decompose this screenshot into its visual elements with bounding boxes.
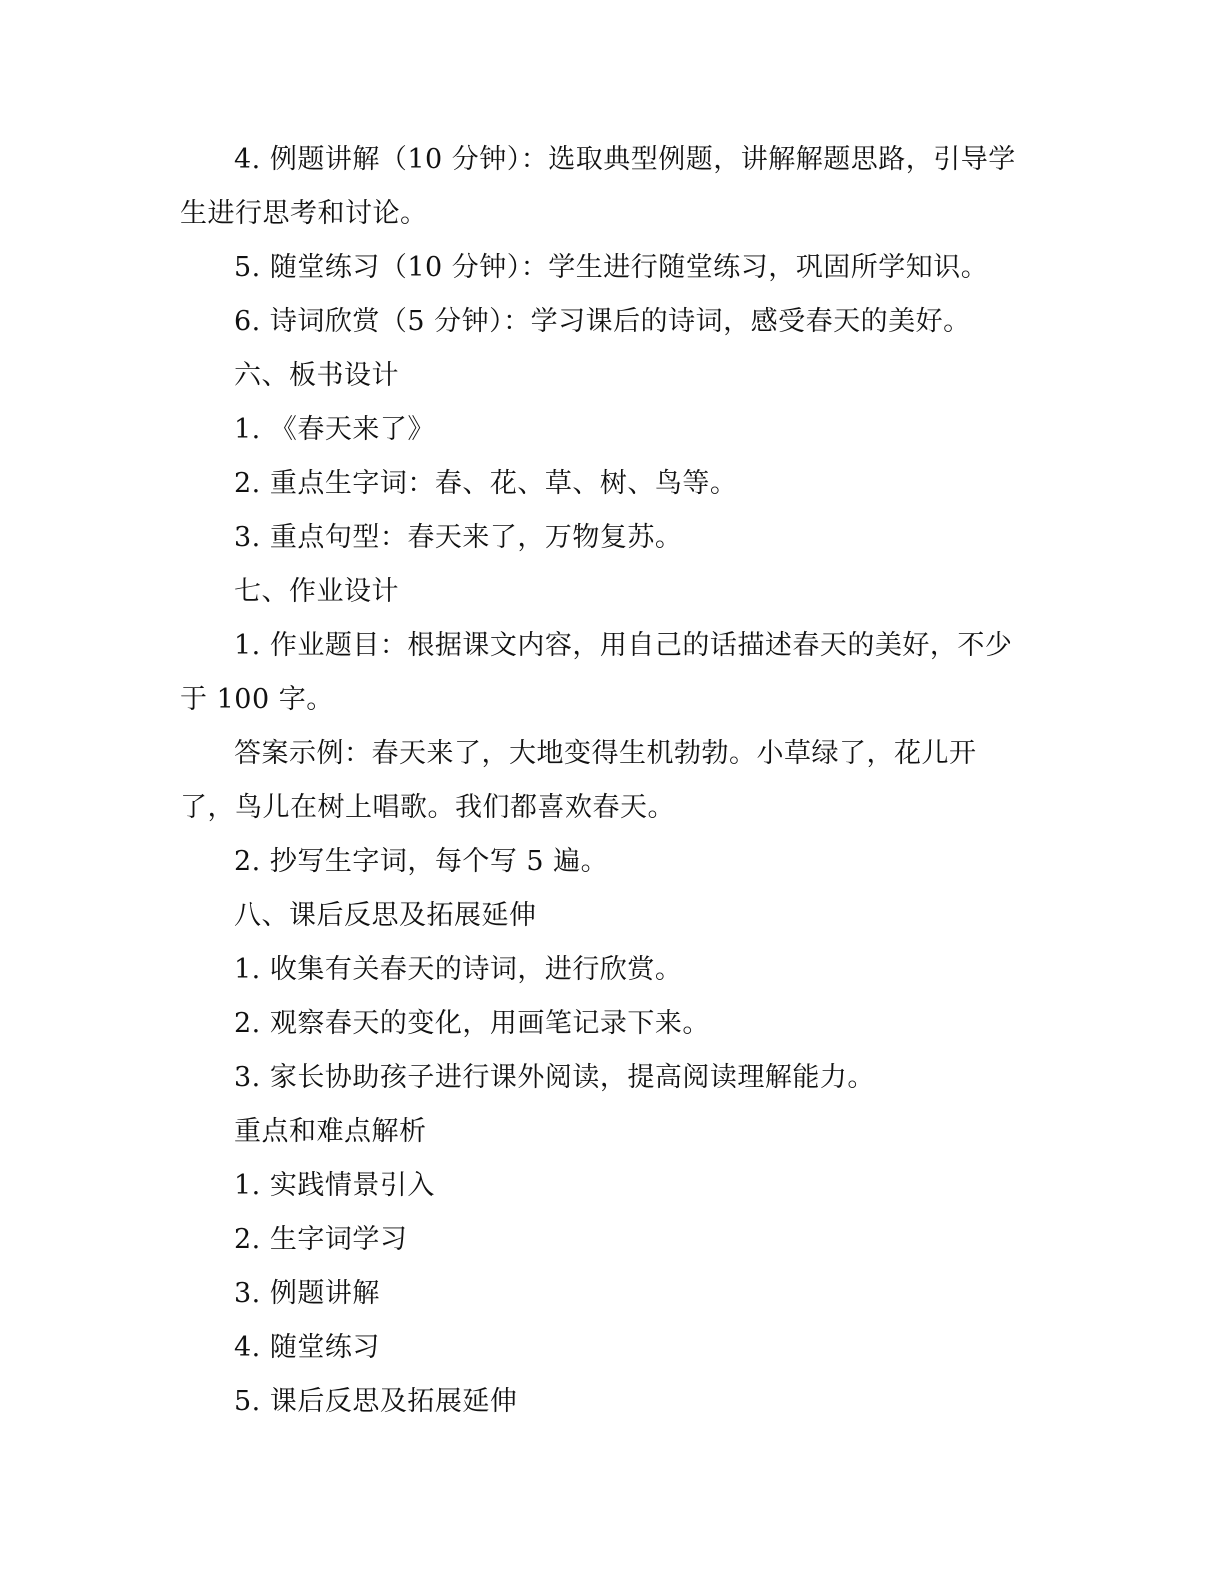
text-line: 1. 实践情景引入 [234, 1170, 435, 1201]
text-line: 2. 抄写生字词，每个写 5 遍。 [234, 846, 609, 877]
text-line: 3. 例题讲解 [234, 1278, 380, 1309]
text-line: 5. 课后反思及拓展延伸 [234, 1386, 518, 1417]
section-heading: 八、课后反思及拓展延伸 [234, 900, 537, 931]
text-line: 生进行思考和讨论。 [180, 198, 428, 229]
text-line: 4. 例题讲解（10 分钟）：选取典型例题，讲解解题思路，引导学 [234, 144, 1016, 175]
text-line: 1. 《春天来了》 [234, 414, 435, 445]
text-line: 3. 重点句型：春天来了，万物复苏。 [234, 522, 683, 553]
text-line: 2. 生字词学习 [234, 1224, 408, 1255]
text-line: 6. 诗词欣赏（5 分钟）：学习课后的诗词，感受春天的美好。 [234, 306, 971, 337]
text-line: 4. 随堂练习 [234, 1332, 380, 1363]
text-line: 3. 家长协助孩子进行课外阅读，提高阅读理解能力。 [234, 1062, 875, 1093]
section-heading: 六、板书设计 [234, 360, 399, 391]
text-line: 答案示例：春天来了，大地变得生机勃勃。小草绿了，花儿开 [234, 738, 977, 769]
text-line: 于 100 字。 [180, 684, 334, 715]
text-line: 了，鸟儿在树上唱歌。我们都喜欢春天。 [180, 792, 675, 823]
text-line: 2. 观察春天的变化，用画笔记录下来。 [234, 1008, 710, 1039]
document-body [180, 133, 1040, 1429]
text-line: 5. 随堂练习（10 分钟）：学生进行随堂练习，巩固所学知识。 [234, 252, 989, 283]
text-line: 1. 收集有关春天的诗词，进行欣赏。 [234, 954, 683, 985]
section-heading: 重点和难点解析 [234, 1116, 427, 1147]
section-heading: 七、作业设计 [234, 576, 399, 607]
text-line: 1. 作业题目：根据课文内容，用自己的话描述春天的美好，不少 [234, 630, 1013, 661]
text-line: 2. 重点生字词：春、花、草、树、鸟等。 [234, 468, 738, 499]
